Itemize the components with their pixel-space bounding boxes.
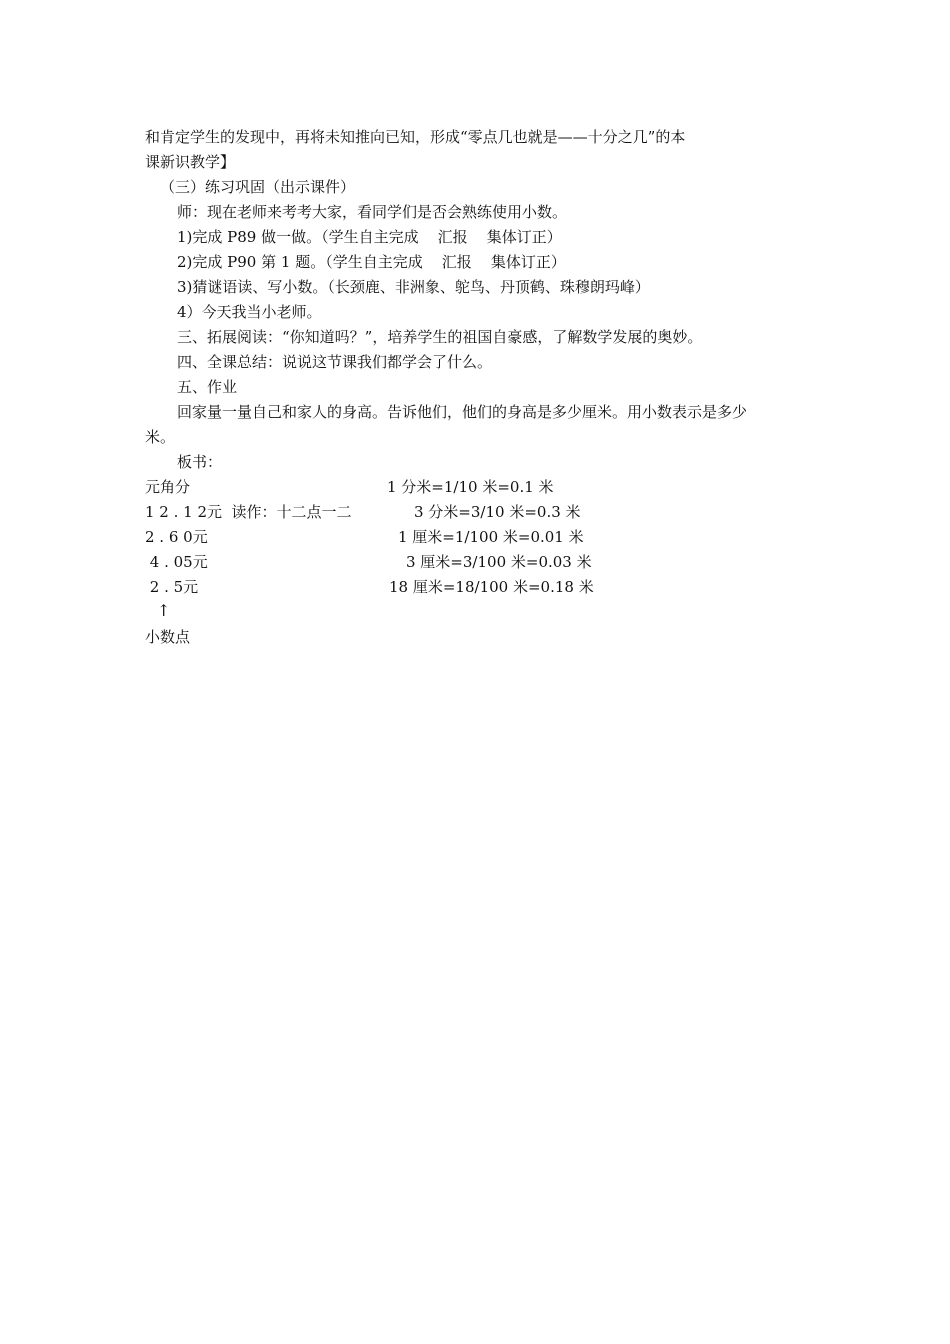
practice-heading: （三）练习巩固（出示课件） [160, 178, 356, 196]
board-right-3: 1 厘米=1/100 米=0.01 米 [398, 528, 584, 546]
board-right-1: 1 分米=1/10 米=0.1 米 [387, 478, 554, 496]
practice-item-3: 3)猜谜语读、写小数。（长颈鹿、非洲象、鸵鸟、丹顶鹤、珠穆朗玛峰） [177, 278, 650, 296]
board-right-4: 3 厘米=3/100 米=0.03 米 [406, 553, 592, 571]
board-right-2: 3 分米=3/10 米=0.3 米 [414, 503, 581, 521]
board-right-5: 18 厘米=18/100 米=0.18 米 [389, 578, 594, 596]
practice-item-4: 4）今天我当小老师。 [177, 303, 322, 321]
board-left-2: 1 2 . 1 2元 读作：十二点一二 [145, 503, 352, 521]
practice-item-1: 1)完成 P89 做一做。（学生自主完成 汇报 集体订正） [177, 228, 562, 246]
teacher-line: 师：现在老师来考考大家，看同学们是否会熟练使用小数。 [177, 203, 568, 221]
homework-line-1: 回家量一量自己和家人的身高。告诉他们，他们的身高是多少厘米。用小数表示是多少 [177, 403, 748, 421]
board-left-4: 4 . 05元 [145, 553, 208, 571]
up-arrow-icon: ↑ [157, 601, 171, 620]
board-left-5: 2 . 5元 [145, 578, 199, 596]
intro-line-2: 课新识教学】 [145, 153, 236, 171]
intro-line-1: 和肯定学生的发现中，再将未知推向已知，形成“零点几也就是——十分之几”的本 [145, 128, 686, 146]
homework-title: 五、作业 [177, 378, 238, 396]
board-left-3: 2 . 6 0元 [145, 528, 208, 546]
summary-line: 四、全课总结：说说这节课我们都学会了什么。 [177, 353, 493, 371]
extended-reading: 三、拓展阅读：“你知道吗？”，培养学生的祖国自豪感，了解数学发展的奥妙。 [177, 328, 703, 346]
practice-item-2: 2)完成 P90 第 1 题。（学生自主完成 汇报 集体订正） [177, 253, 566, 271]
board-left-1: 元角分 [145, 478, 191, 496]
board-title: 板书： [177, 453, 223, 471]
decimal-point-label: 小数点 [145, 628, 191, 646]
homework-line-2: 米。 [145, 428, 176, 446]
